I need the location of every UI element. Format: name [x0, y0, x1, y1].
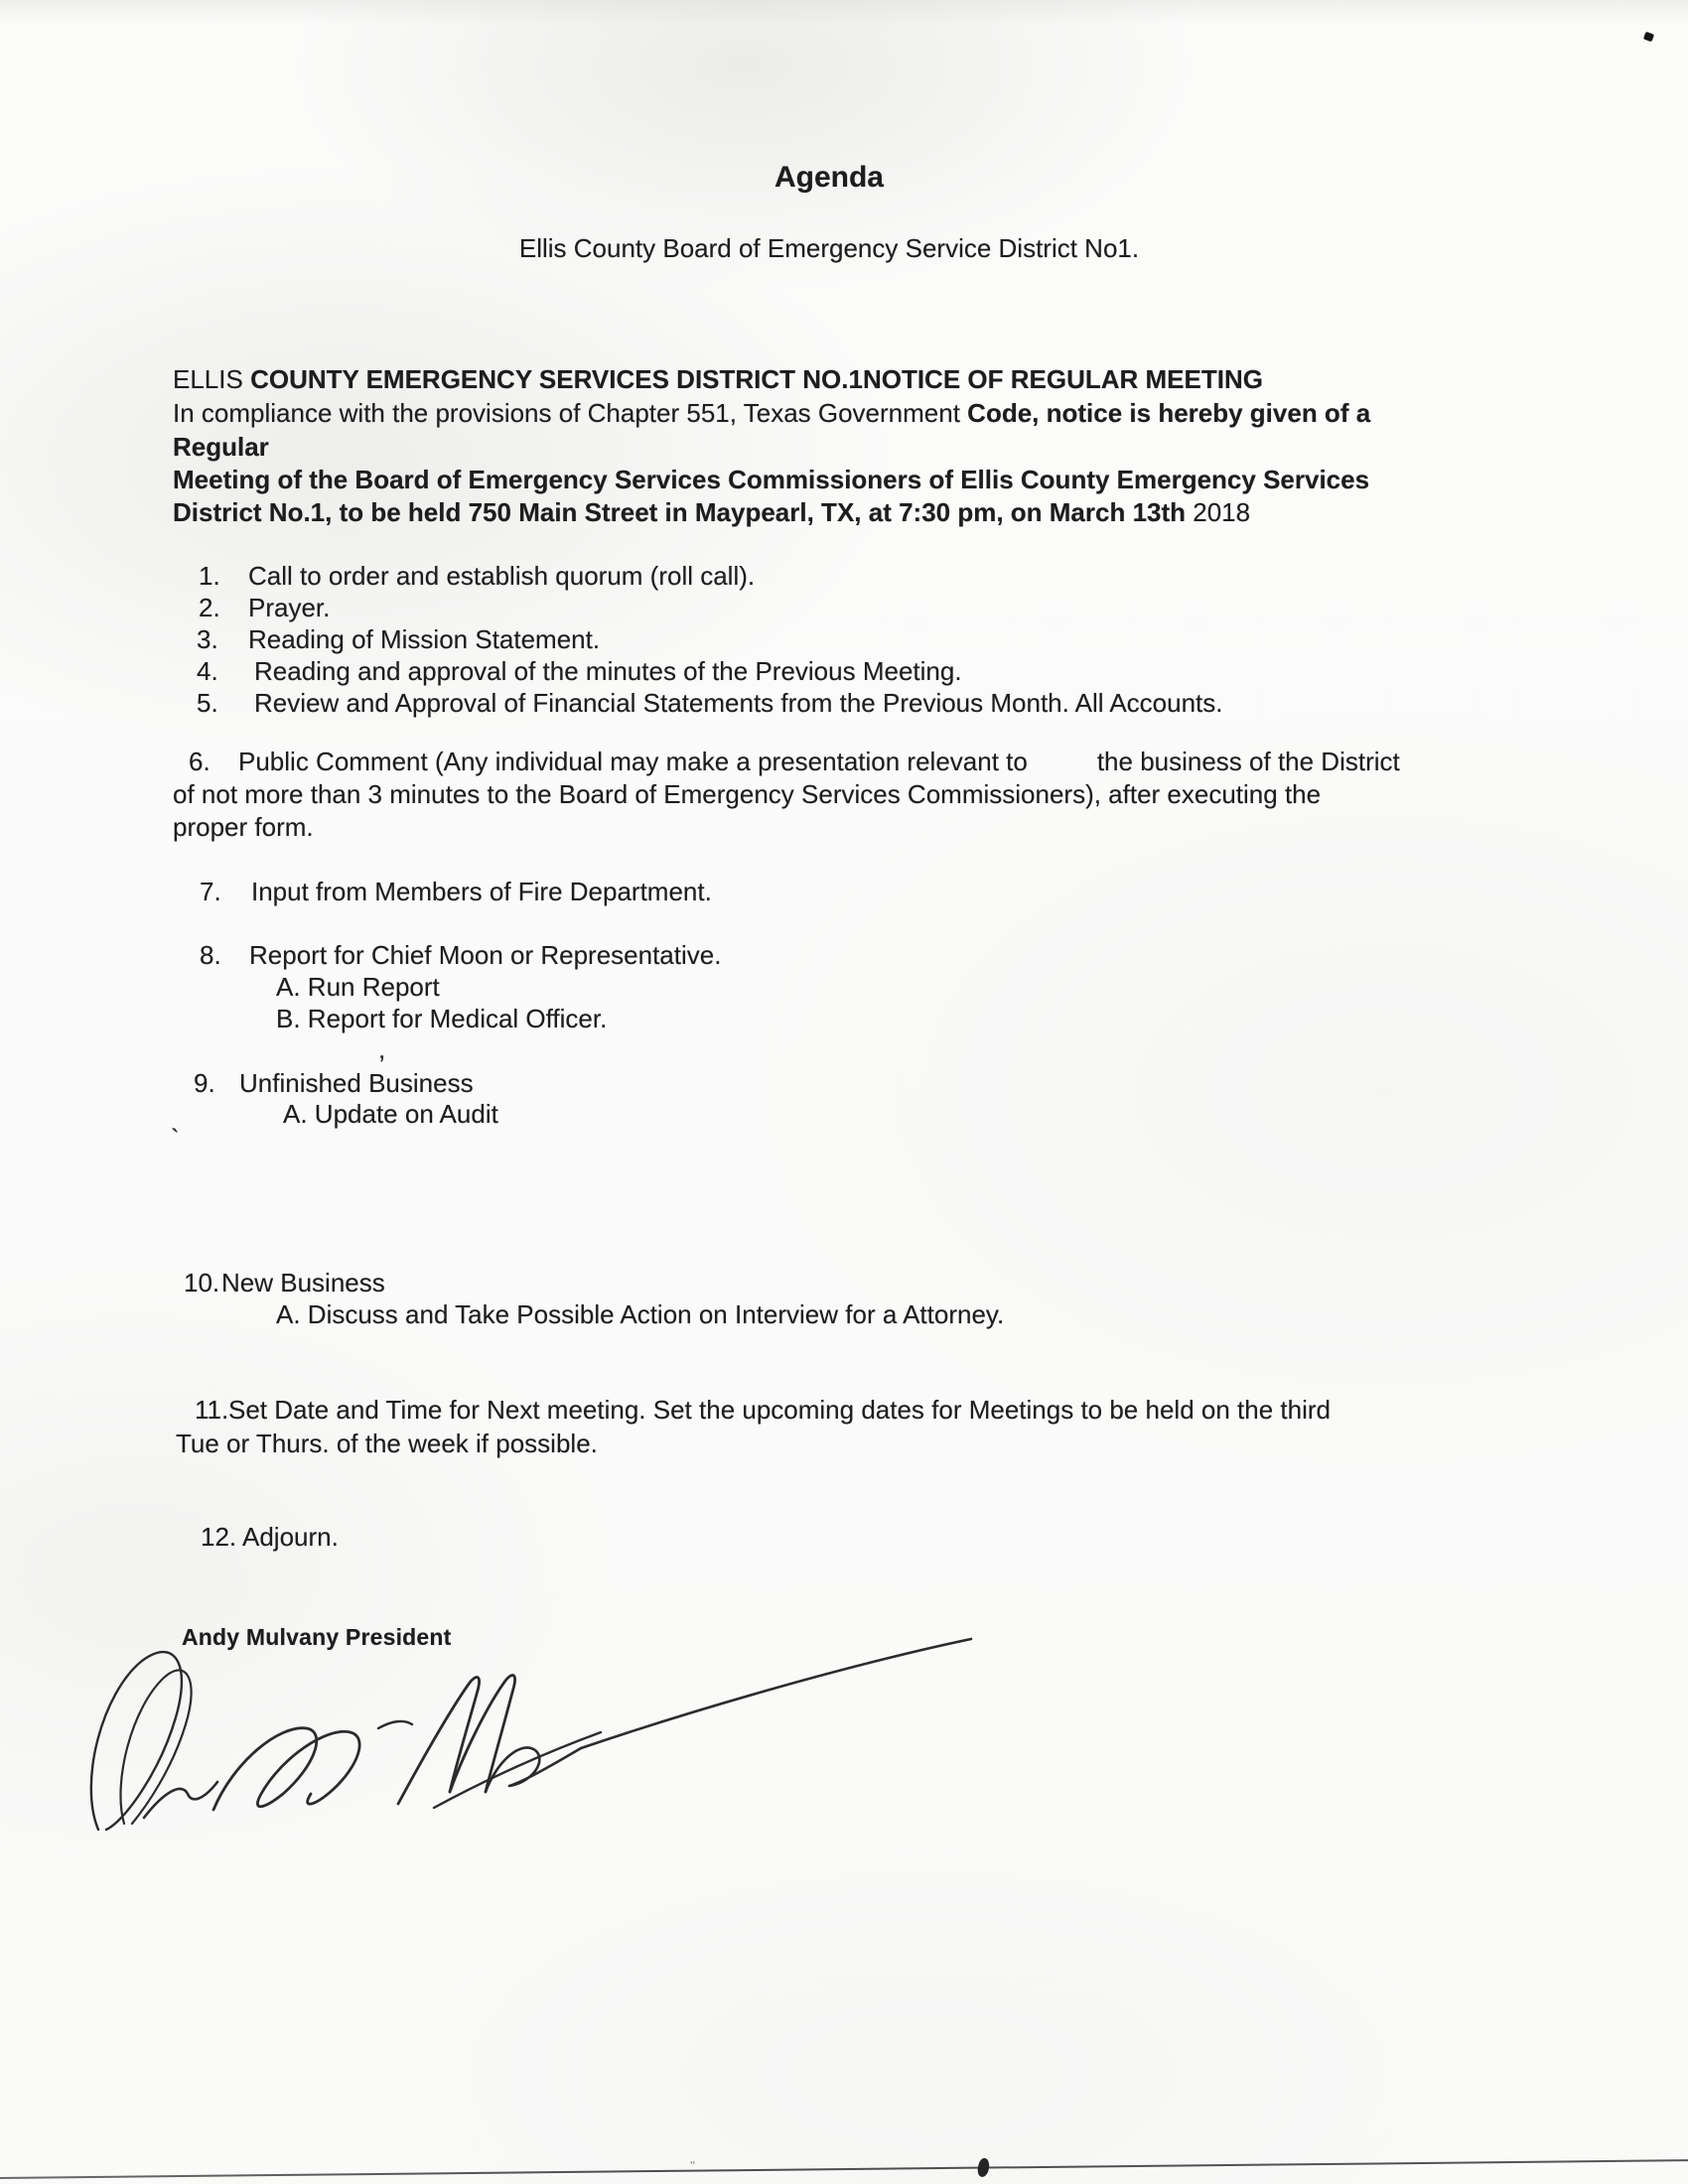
agenda-item-1 — [199, 562, 755, 592]
notice-line-2-normal: In compliance with the provisions of Chapter 551, Texas Government — [173, 398, 968, 428]
signature-stroke — [144, 1782, 217, 1818]
agenda-item-8-sub-b: B. Report for Medical Officer. — [276, 1004, 608, 1033]
item-text: Public Comment (Any individual may make a presentation relevant to — [238, 747, 1028, 776]
signature-stroke — [378, 1721, 412, 1728]
signature-image — [84, 1633, 978, 1832]
agenda-item-6-line-3: proper form. — [173, 812, 314, 842]
agenda-item-11-line-1 — [195, 1396, 1331, 1426]
agenda-item-9 — [194, 1069, 474, 1099]
item-number: 4. — [197, 656, 218, 686]
item-number: 10. — [184, 1268, 220, 1297]
document-subtitle: Ellis County Board of Emergency Service District No1. — [518, 233, 1140, 263]
document-title: Agenda — [774, 161, 884, 194]
stray-backtick-mark: ` — [171, 1124, 180, 1154]
notice-line-3: Regular — [173, 432, 269, 462]
signature-stroke — [213, 1728, 359, 1810]
signature-stroke — [398, 1677, 480, 1804]
notice-line-5 — [173, 498, 1250, 528]
stray-comma-mark: , — [378, 1034, 386, 1064]
agenda-item-4 — [197, 657, 962, 687]
agenda-item-9-sub-a: A. Update on Audit — [283, 1099, 498, 1129]
agenda-item-7 — [200, 878, 712, 907]
item-text: Input from Members of Fire Department. — [251, 877, 712, 906]
scan-artifact-dot — [1643, 32, 1654, 43]
item-number: 2. — [199, 593, 220, 622]
agenda-item-8-sub-a: A. Run Report — [276, 972, 440, 1002]
item-text: Review and Approval of Financial Statements from the Previous Month. All Accounts. — [254, 688, 1223, 718]
scan-artifact-tick: '' — [690, 2158, 695, 2173]
item-number: 8. — [200, 940, 221, 970]
item-text: Report for Chief Moon or Representative. — [249, 940, 722, 970]
notice-line-2 — [173, 399, 1370, 429]
item-text: Prayer. — [248, 593, 331, 622]
signature-stroke — [581, 1639, 971, 1748]
item-text: Call to order and establish quorum (roll call). — [248, 561, 756, 591]
signature-stroke — [450, 1675, 515, 1792]
item-text: New Business — [221, 1268, 385, 1297]
agenda-item-5 — [197, 689, 1223, 719]
item-text: Reading of Mission Statement. — [248, 624, 601, 654]
agenda-item-12 — [201, 1523, 339, 1553]
item-number: 3. — [197, 624, 218, 654]
notice-line-1-bold: COUNTY EMERGENCY SERVICES DISTRICT NO.1NOTICE OF REGULAR MEETING — [250, 364, 1263, 394]
item-number: 1. — [199, 561, 220, 591]
notice-line-1-normal: ELLIS — [173, 364, 251, 394]
item-number: 6. — [189, 747, 211, 776]
agenda-item-2 — [199, 594, 330, 623]
item-text: Unfinished Business — [239, 1068, 474, 1098]
signer-name-title: Andy Mulvany President — [182, 1624, 452, 1650]
notice-line-5-bold: District No.1, to be held 750 Main Street in Maypearl, TX, at 7:30 pm, on March 13th — [173, 497, 1194, 527]
notice-line-4: Meeting of the Board of Emergency Services Commissioners of Ellis County Emergency Services — [173, 465, 1370, 494]
agenda-item-3 — [197, 625, 600, 655]
notice-line-1 — [173, 365, 1263, 395]
item-text: Set Date and Time for Next meeting. Set the upcoming dates for Meetings to be held on the third — [228, 1395, 1331, 1425]
notice-line-5-normal: 2018 — [1193, 497, 1251, 527]
item-number: 7. — [200, 877, 221, 906]
agenda-item-8 — [200, 941, 721, 971]
item-text: Adjourn. — [242, 1522, 339, 1552]
agenda-item-6-line-1 — [189, 748, 1400, 777]
notice-line-2-bold: Code, notice is hereby given of a — [967, 398, 1371, 428]
signature-stroke — [91, 1652, 182, 1830]
scan-edge-line — [0, 2159, 1688, 2179]
item-number: 5. — [197, 688, 218, 718]
item-number: 11. — [195, 1395, 229, 1425]
item-text: the business of the District — [1096, 747, 1400, 776]
signature-stroke — [486, 1747, 581, 1792]
item-text: Reading and approval of the minutes of the Previous Meeting. — [254, 656, 962, 686]
item-number: 9. — [194, 1068, 215, 1098]
item-number: 12. — [201, 1522, 237, 1552]
agenda-item-11-line-2: Tue or Thurs. of the week if possible. — [176, 1429, 598, 1458]
agenda-item-6-line-2: of not more than 3 minutes to the Board of Emergency Services Commissioners), after executing the — [173, 779, 1322, 809]
scan-artifact-blob — [976, 2157, 991, 2178]
agenda-item-10-sub-a: A. Discuss and Take Possible Action on Interview for a Attorney. — [276, 1299, 1005, 1329]
agenda-item-10 — [184, 1269, 385, 1298]
